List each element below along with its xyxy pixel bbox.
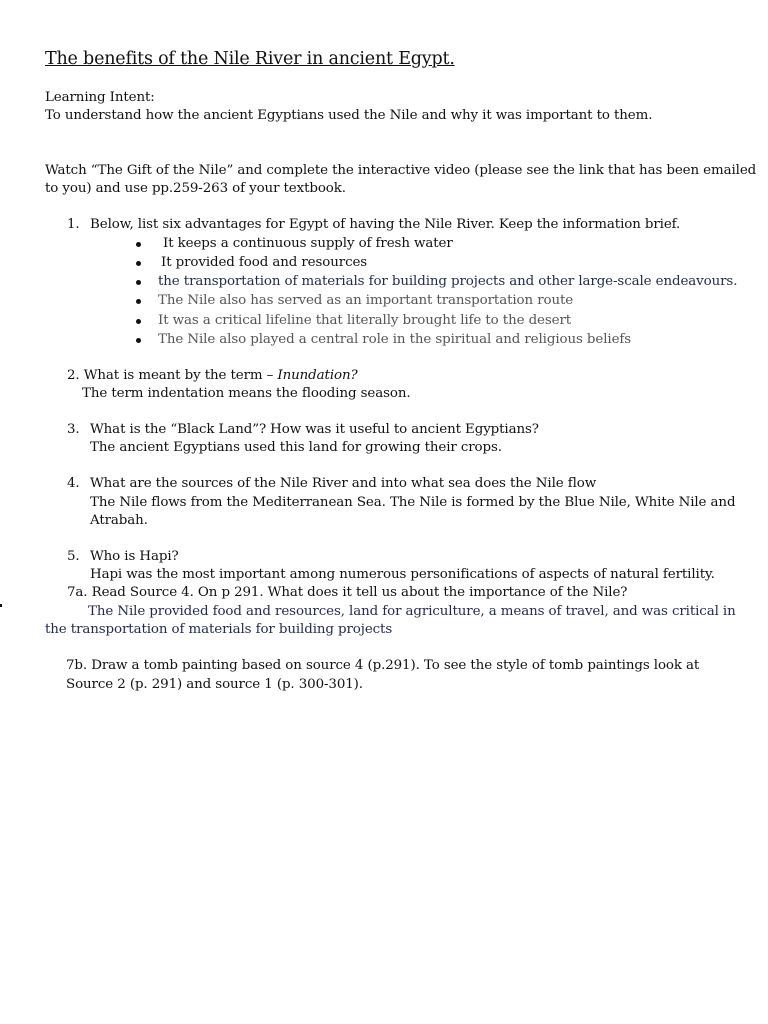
q1-bullet-2: It provided food and resources <box>161 255 368 270</box>
q5-question: Who is Hapi? <box>90 549 179 564</box>
q4-answer-line-1: The Nile flows from the Mediterranean Sea. The Nile is formed by the Blue Nile, White Nile and <box>90 495 736 510</box>
bullet-marker <box>136 299 141 304</box>
bullet-marker <box>136 261 141 266</box>
learning-intent-label: Learning Intent: <box>45 90 155 105</box>
q2-question <box>67 367 358 385</box>
bullet-marker <box>136 319 141 324</box>
q7a-question: 7a. Read Source 4. On p 291. What does it tell us about the importance of the Nile? <box>67 585 628 600</box>
q1-question: Below, list six advantages for Egypt of having the Nile River. Keep the information brief. <box>90 217 681 232</box>
q3-answer: The ancient Egyptians used this land for growing their crops. <box>90 440 502 455</box>
q2-answer: The term indentation means the flooding season. <box>82 386 411 401</box>
q1-bullet-5: It was a critical lifeline that literally brought life to the desert <box>158 313 572 328</box>
margin-mark <box>0 604 2 607</box>
q2-prefix: 2. What is meant by the term – <box>67 368 278 383</box>
q4-number: 4. <box>67 476 80 491</box>
instructions-line-1: Watch “The Gift of the Nile” and complete the interactive video (please see the link that has been emailed <box>45 163 757 178</box>
q7b-line-2: Source 2 (p. 291) and source 1 (p. 300-301). <box>66 677 363 692</box>
q1-bullet-1: It keeps a continuous supply of fresh water <box>163 236 453 251</box>
instructions-line-2: to you) and use pp.259-263 of your textbook. <box>45 181 346 196</box>
bullet-marker <box>136 280 141 285</box>
q7a-answer-line-2: the transportation of materials for building projects <box>45 622 393 637</box>
learning-intent-text: To understand how the ancient Egyptians used the Nile and why it was important to them. <box>45 108 653 123</box>
q1-bullet-4: The Nile also has served as an important transportation route <box>158 293 574 308</box>
q1-bullet-3: the transportation of materials for building projects and other large-scale endeavours. <box>158 274 738 289</box>
q7b-line-1: 7b. Draw a tomb painting based on source 4 (p.291). To see the style of tomb paintings look at <box>66 658 700 673</box>
q4-question: What are the sources of the Nile River and into what sea does the Nile flow <box>90 476 597 491</box>
bullet-marker <box>136 338 141 343</box>
q1-number: 1. <box>67 217 80 232</box>
q3-number: 3. <box>67 422 80 437</box>
q7a-answer-line-1: The Nile provided food and resources, land for agriculture, a means of travel, and was critical in <box>88 604 736 619</box>
page-title: The benefits of the Nile River in ancient Egypt. <box>45 49 455 69</box>
q3-question: What is the “Black Land”? How was it useful to ancient Egyptians? <box>90 422 539 437</box>
q2-term: Inundation? <box>277 368 358 383</box>
q1-bullet-6: The Nile also played a central role in the spiritual and religious beliefs <box>158 332 632 347</box>
q5-number: 5. <box>67 549 80 564</box>
q5-answer: Hapi was the most important among numerous personifications of aspects of natural fertility. <box>90 567 715 582</box>
q4-answer-line-2: Atrabah. <box>90 513 148 528</box>
bullet-marker <box>136 242 141 247</box>
